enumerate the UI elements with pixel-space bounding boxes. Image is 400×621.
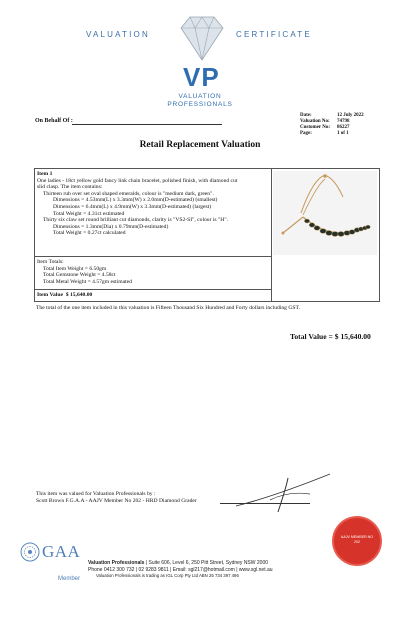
document-title: Retail Replacement Valuation [139,140,261,150]
signature-line [220,503,310,504]
diamond-logo-icon [179,14,225,64]
valued-by-line2: Scott Brown F.G.A.A - AAJV Member No 202 - HRD Diamond Grader [36,497,197,504]
item-line: One ladies - 18ct yellow gold fancy link chain bracelet, polished finish, with diamond cut [37,177,238,184]
total-value-row [290,332,371,341]
bracelet-photo [273,171,377,255]
item-line: Dimensions = 4.53mm(L) x 3.3mm(W) x 2.0mm(D-estimated) (smallest) [53,197,218,204]
footer-abn-line: Valuation Professionals is trading as IGL Corp Pty Ltd ABN 25 734 397 496 [96,573,239,578]
valued-by [36,491,197,505]
item-box [34,168,380,302]
footer-company: Valuation Professionals [88,560,145,566]
footer-phone-line: Phone 0412 300 732 | 02 9283 9811 | Email: sgl217@hotmail.com | www.sgl.net.au [88,566,273,573]
gaa-member-label: Member [58,576,81,582]
total-sentence: The total of the one item included in this valuation is Fifteen Thousand Six Hundred and Forty dollars including GST. [36,305,300,311]
footer-address: | Suite 606, Level 6, 250 Pitt Street, Sydney NSW 2000 [145,560,268,566]
gaa-emblem-icon [20,542,40,562]
item-line: Thirty six claw set round brilliant cut diamonds, clarity is "VS2-SI", colour is "H". [43,217,229,224]
item-line: Total Weight = 0.27ct calculated [53,230,126,237]
header-word-right: CERTIFICATE [236,30,312,39]
item-line: Dimensions = 6.4mm(L) x 4.9mm(W) x 3.3mm(D-estimated) (largest) [53,203,212,210]
meta-row-valuation-no: Valuation No: 74798 [300,119,350,124]
signature [230,470,340,515]
item-totals-divider [35,256,271,257]
item-total-line: Total Item Weight = 6.50gm [43,265,107,272]
aajv-seal [334,518,380,564]
item-line: Dimensions = 1.3mm(Dia) x 0.79mm(D-estimated) [53,223,169,230]
valuation-meta [300,113,364,137]
header-word-left: VALUATION [86,30,150,39]
total-value-label: Total Value = [290,332,333,341]
seal-text1: AAJV MEMBER NO [340,535,374,539]
item-totals-heading: Item Totals: [37,259,64,265]
seal-text2: 202 [354,540,360,544]
meta-row-customer-no: Customer No: 86227 [300,125,350,130]
meta-row-date: Date: 12 July 2022 [300,113,364,118]
item-heading: Item 1 [37,171,53,177]
logo-text [160,93,240,109]
total-value: $ 15,640.00 [334,332,371,341]
item-value: $ 15,640.00 [65,292,93,298]
item-value-row [37,292,92,299]
item-line: Thirteen rub over set oval shaped emeralds, colour is "medium dark, green". [43,190,214,197]
valued-by-line1: This item was valued for Valuation Professionals by : [36,491,156,497]
on-behalf-line [72,124,222,125]
meta-row-page: Page: 1 of 1 [300,131,349,136]
footer [88,560,338,580]
item-value-label: Item Value [37,292,63,298]
logo-line2: PROFESSIONALS [167,101,233,108]
item-line: Total Weight = 4.31ct estimated [53,210,125,217]
logo-letters: VP [183,62,220,92]
item-total-line: Total Metal Weight = 4.57gm estimated [43,278,132,285]
on-behalf-label: On Behalf Of : [35,118,73,124]
logo-line1: VALUATION [178,93,222,100]
item-line: slid clasp. The item contains: [37,184,103,191]
gaa-letters: GAA [42,542,81,561]
item-total-line: Total Gemstone Weight = 4.58ct [43,272,116,279]
item-value-divider [35,289,271,290]
item-totals [37,259,132,285]
